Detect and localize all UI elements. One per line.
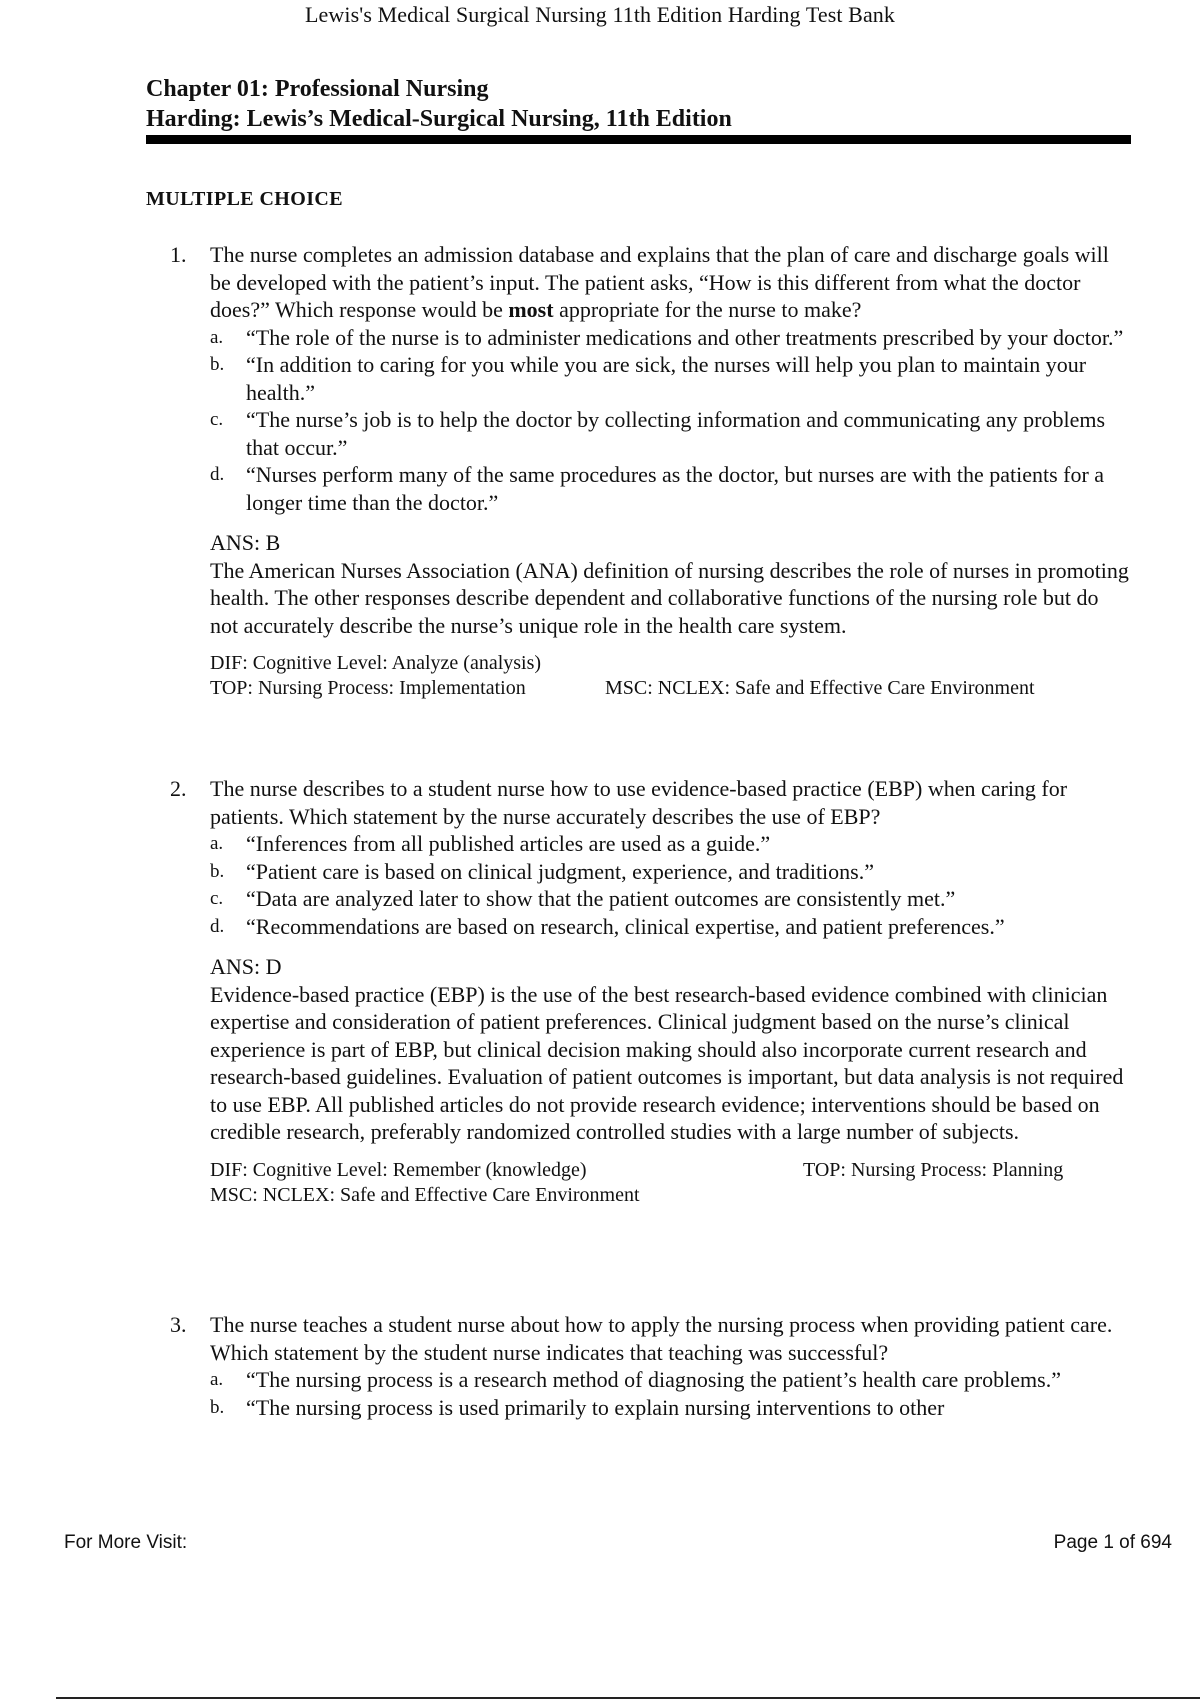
question-1 [170, 241, 1130, 701]
question-stem: The nurse teaches a student nurse about how to apply the nursing process when providing patient care. Which statement by the student nurse indicates that teaching was successful? [210, 1312, 1113, 1365]
question-metadata [210, 1158, 1130, 1208]
msc: MSC: NCLEX: Safe and Effective Care Environment [605, 677, 1035, 699]
option-c: c. “The nurse’s job is to help the doctor by collecting information and communicating any problems that occur.” [210, 407, 1106, 460]
question-2 [170, 775, 1130, 1208]
option-d: d. “Nurses perform many of the same procedures as the doctor, but nurses are with the patients for a longer time than the doctor.” [210, 462, 1105, 515]
answer-key: ANS: D [210, 954, 282, 979]
heading-rule [146, 135, 1131, 144]
option-b: b. “Patient care is based on clinical judgment, experience, and traditions.” [210, 858, 874, 884]
answer-options [210, 324, 1130, 517]
chapter-title: Chapter 01: Professional Nursing [146, 76, 489, 102]
option-a: a. “Inferences from all published articles are used as a guide.” [210, 831, 771, 856]
question-number: 2. [170, 776, 187, 801]
section-heading: MULTIPLE CHOICE [146, 188, 343, 210]
answer-options [210, 1366, 1130, 1421]
question-metadata [210, 651, 1130, 701]
option-a: a. “The nursing process is a research method of diagnosing the patient’s health care problems.” [210, 1367, 1061, 1392]
page-number: Page 1 of 694 [1053, 1532, 1172, 1553]
book-title: Harding: Lewis’s Medical-Surgical Nursing, 11th Edition [146, 106, 732, 132]
option-b: b. “The nursing process is used primarily to explain nursing interventions to other [210, 1394, 945, 1420]
question-number: 3. [170, 1312, 187, 1337]
option-b: b. “In addition to caring for you while you are sick, the nurses will help you plan to maintain your health.” [210, 352, 1087, 405]
running-header: Lewis's Medical Surgical Nursing 11th Edition Harding Test Bank [304, 2, 896, 27]
difficulty: DIF: Cognitive Level: Remember (knowledge) [210, 1158, 587, 1181]
footer-more-visit: For More Visit: [64, 1532, 188, 1553]
answer-key: ANS: B [210, 530, 281, 555]
option-a: a. “The role of the nurse is to administer medications and other treatments prescribed by your doctor.” [210, 324, 1124, 350]
option-c: c. “Data are analyzed later to show that the patient outcomes are consistently met.” [210, 886, 956, 911]
page-bottom-rule [56, 1697, 1200, 1699]
option-d: d. “Recommendations are based on research, clinical expertise, and patient preferences.” [210, 913, 1005, 939]
msc: MSC: NCLEX: Safe and Effective Care Environment [210, 1183, 640, 1206]
question-stem: The nurse completes an admission database and explains that the plan of care and discharge goals will be developed with the patient’s input. The patient asks, “How is this different from what the doctor does?” Which response would be most appropriate for the nurse to make? [210, 242, 1109, 322]
question-number: 1. [170, 242, 187, 267]
question-stem: The nurse describes to a student nurse how to use evidence-based practice (EBP) when caring for patients. Which statement by the nurse accurately describes the use of EBP? [210, 776, 1068, 829]
topic: TOP: Nursing Process: Implementation [210, 677, 526, 699]
topic: TOP: Nursing Process: Planning [803, 1158, 1064, 1181]
emphasis-word: most [508, 297, 554, 322]
question-3 [170, 1311, 1130, 1421]
answer-options [210, 830, 1130, 940]
rationale: The American Nurses Association (ANA) definition of nursing describes the role of nurses in promoting health. The other responses describe dependent and collaborative functions of the nursing role but do not accurately describe the nurse’s unique role in the health care system. [210, 557, 1129, 638]
rationale: Evidence-based practice (EBP) is the use of the best research-based evidence combined with clinician expertise and consideration of patient preferences. Clinical judgment based on the nurse’s clinical experience is part of EBP, but clinical decision making should also incorporate current research and research-based guidelines. Evaluation of patient outcomes is important, but data analysis is not required to use EBP. All published articles do not provide research evidence; interventions should be based on credible research, preferably randomized controlled studies with a large number of subjects. [210, 981, 1124, 1144]
chapter-heading [146, 74, 1131, 134]
difficulty: DIF: Cognitive Level: Analyze (analysis) [210, 652, 542, 674]
